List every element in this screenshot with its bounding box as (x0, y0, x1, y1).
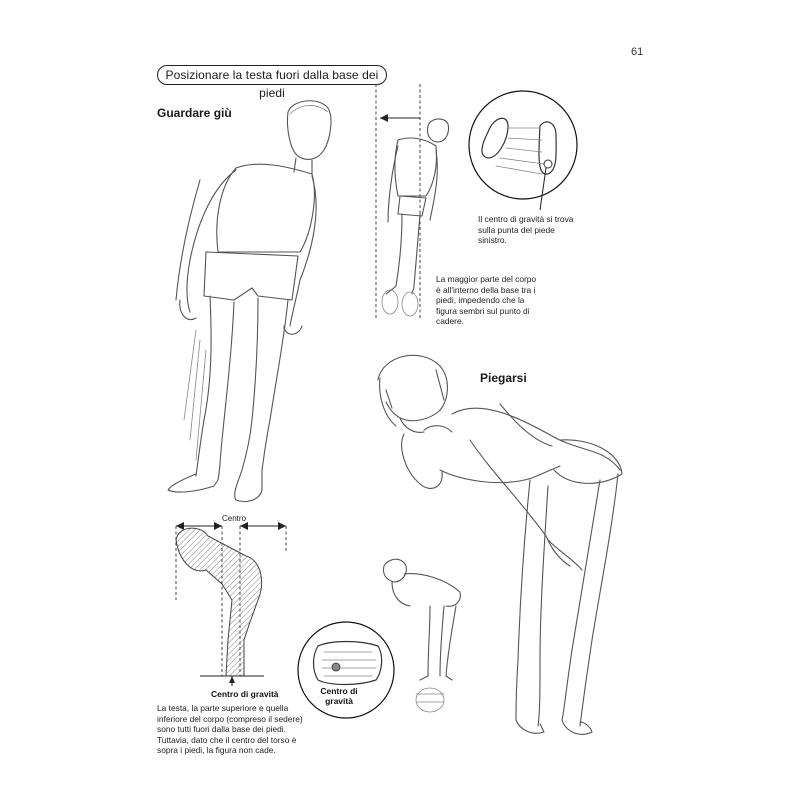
page-title: Posizionare la testa fuori dalla base dei piedi (157, 65, 387, 85)
page-number: 61 (631, 46, 644, 58)
feet-detail-circle (469, 91, 577, 210)
heading-bending: Piegarsi (480, 371, 527, 385)
label-center-of-gravity: Centro di gravità (211, 689, 279, 699)
heading-looking-down: Guardare giù (157, 106, 232, 120)
note-body-within-base: La maggior parte del corpo è all'interno della base tra i piedi, impedendo che la figura sembri sul punto di cadere. (436, 274, 537, 327)
label-center: Centro (222, 514, 247, 523)
bending-girl-sketch (378, 355, 622, 734)
center-of-gravity-diagram (176, 522, 286, 686)
note-bending-explanation: La testa, la parte superiore e quella inferiore del corpo (compreso il sedere) sono tutti fuori dalla base dei piedi. Tuttavia, dato che il centro del torso è sopra i piedi, la figura non cade. (157, 703, 303, 756)
note-gravity-on-toe: Il centro di gravità si trova sulla punta del piede sinistro. (478, 214, 574, 246)
small-bending-figure (383, 559, 460, 712)
label-gravity-circle: Centro di gravità (320, 686, 358, 706)
standing-boy-sketch (168, 101, 331, 502)
